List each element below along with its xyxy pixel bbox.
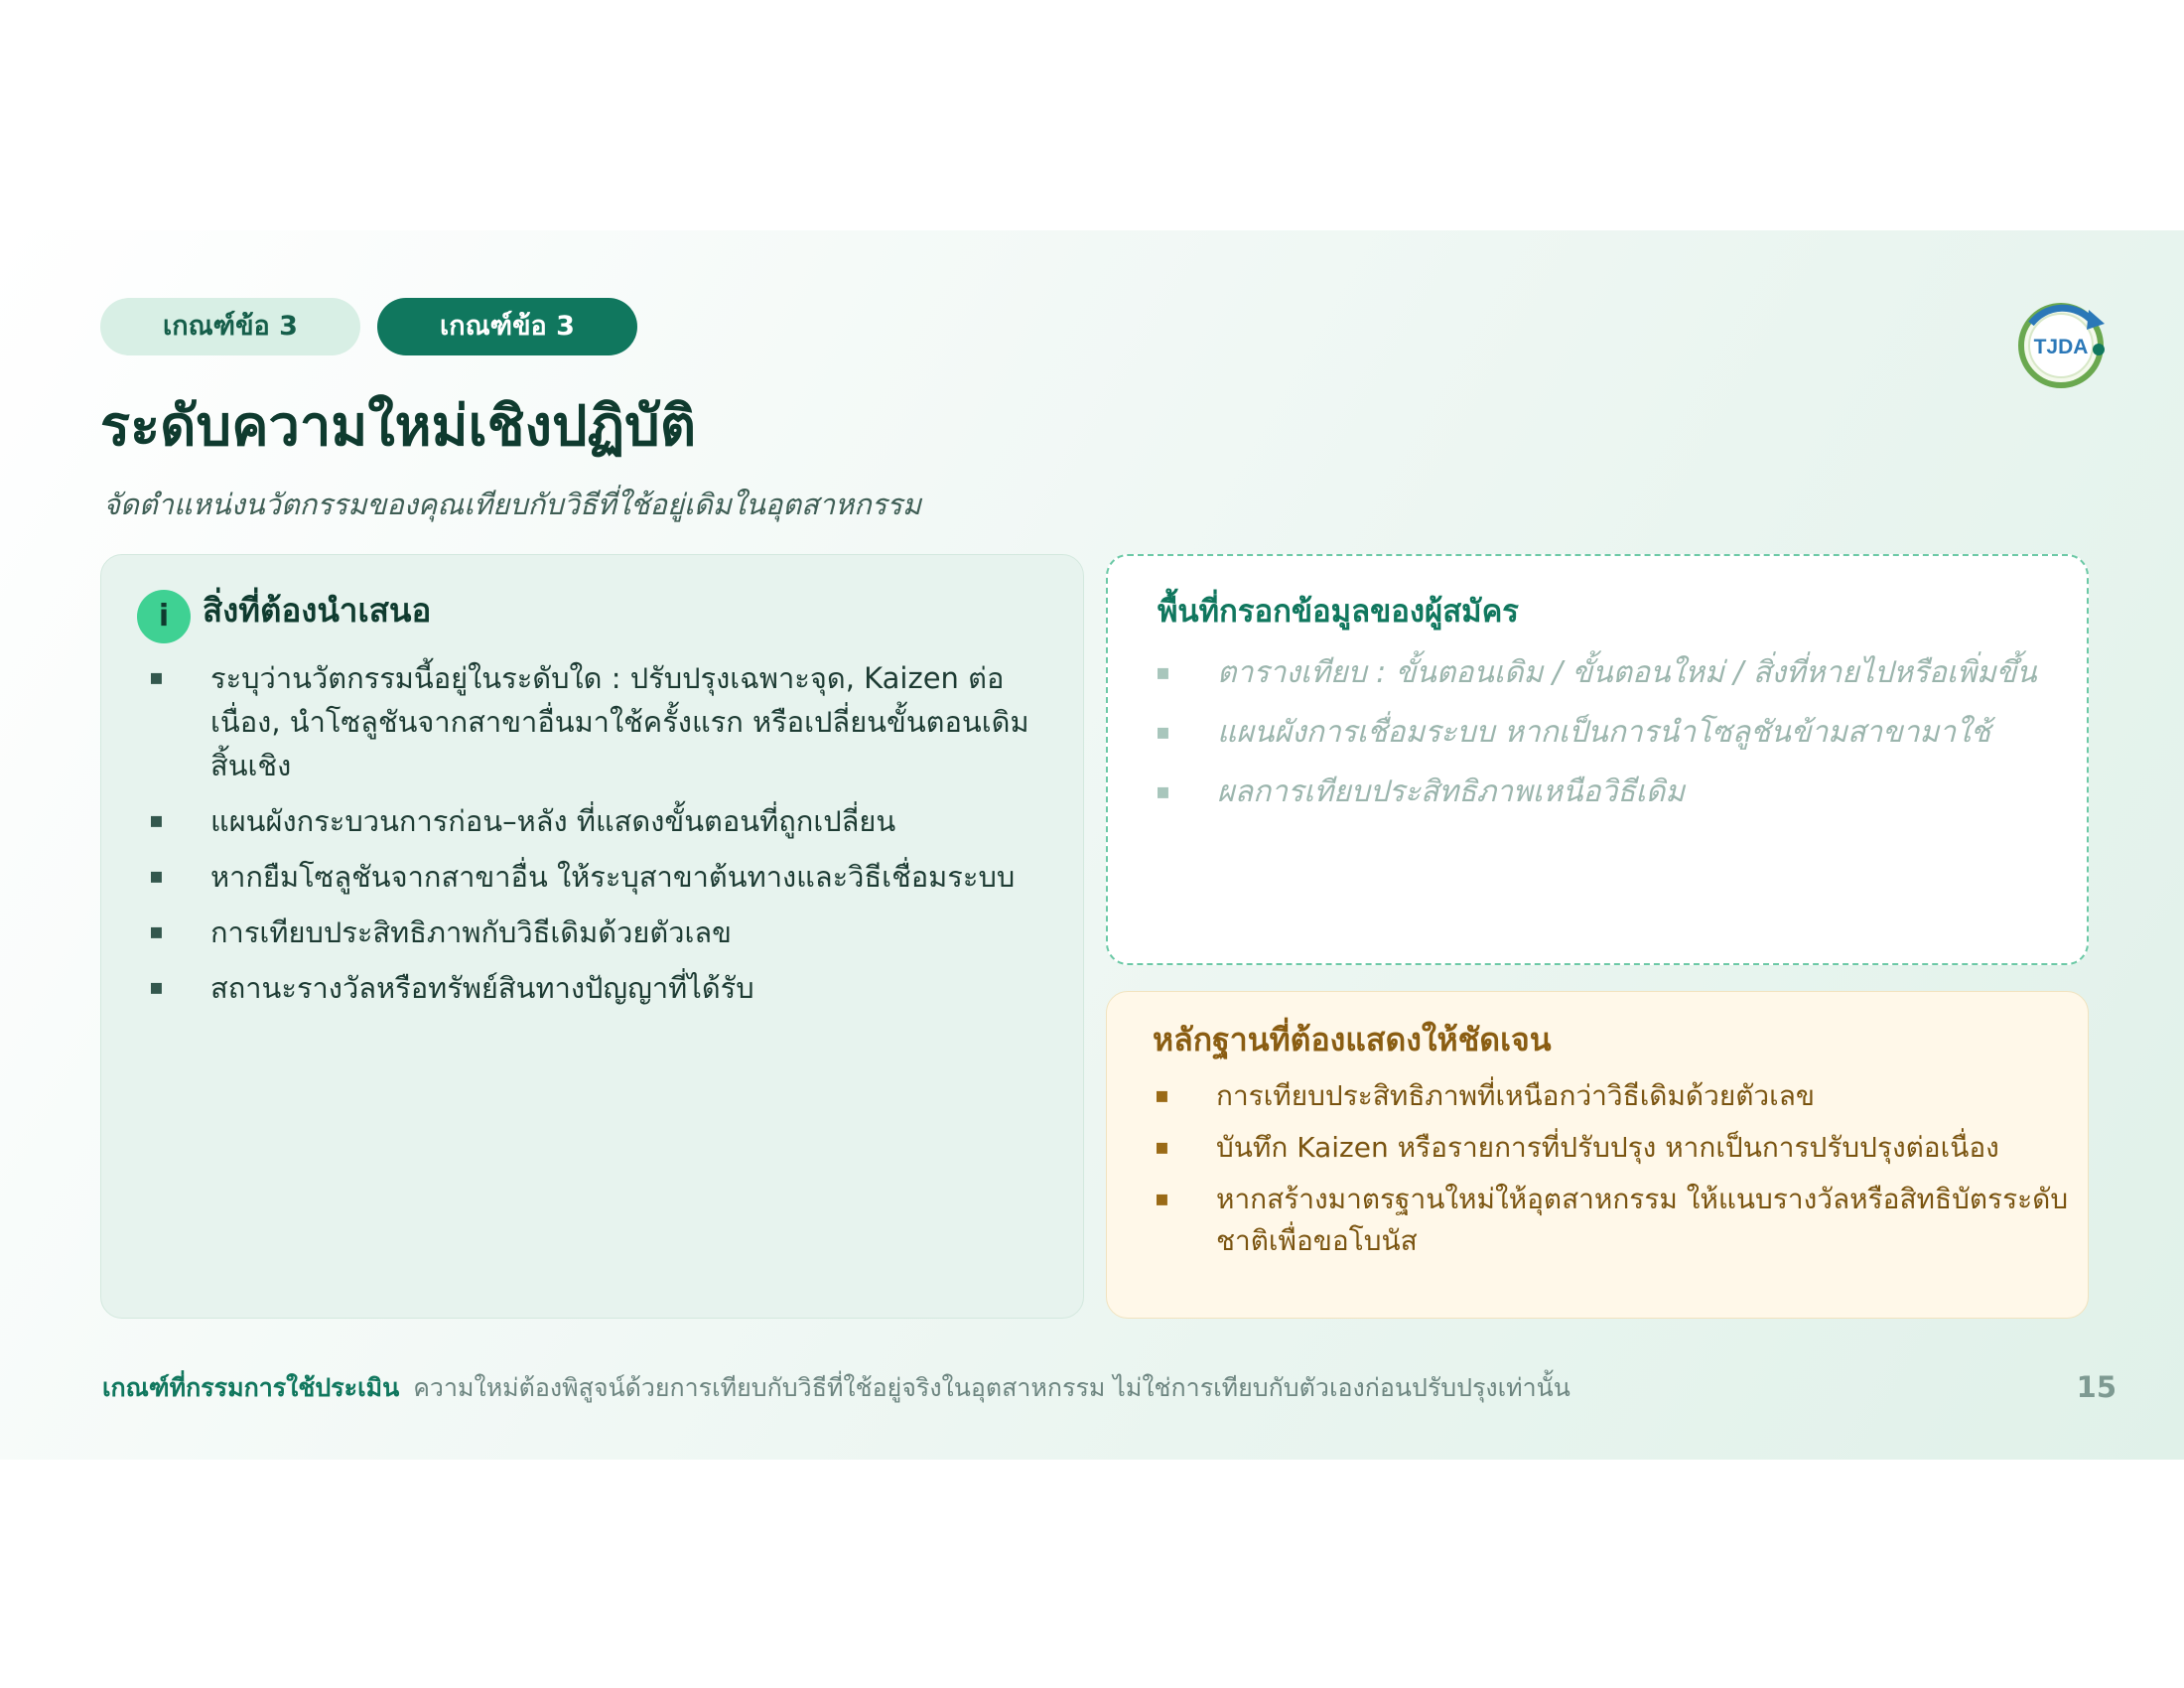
footer-note [102,1370,1988,1406]
list-item: ▪ ผลการเทียบประสิทธิภาพเหนือวิธีเดิม [1108,771,2071,814]
criteria-tag-light: เกณฑ์ข้อ 3 [100,298,360,355]
evidence-list [1107,1075,2070,1272]
evidence-card-heading: หลักฐานที่ต้องแสดงให้ชัดเจน [1153,1021,1552,1058]
list-item: ▪ หากสร้างมาตรฐานใหม่ให้อุตสาหกรรม ให้แนบรางวัลหรือสิทธิบัตรระดับชาติเพื่อขอโบนัส [1107,1179,2070,1262]
list-item: ▪ บันทึก Kaizen หรือรายการที่ปรับปรุง หากเป็นการปรับปรุงต่อเนื่อง [1107,1127,2070,1169]
bullet-square-icon: ▪ [149,665,164,690]
bullet-square-icon: ▪ [149,864,164,889]
criteria-tag-dark: เกณฑ์ข้อ 3 [377,298,637,355]
footer-text: ความใหม่ต้องพิสูจน์ด้วยการเทียบกับวิธีที่ใช้อยู่จริงในอุตสาหกรรม ไม่ใช่การเทียบกับตัวเองก่อนปรับปรุงเท่านั้น [413,1373,1570,1402]
present-list [101,656,1054,1022]
list-item: ▪ การเทียบประสิทธิภาพที่เหนือกว่าวิธีเดิมด้วยตัวเลข [1107,1075,2070,1117]
bullet-square-icon: ▪ [1156,720,1170,745]
bullet-square-icon: ▪ [149,919,164,944]
bullet-square-icon: ▪ [149,975,164,1000]
footer-label: เกณฑ์ที่กรรมการใช้ประเมิน [102,1373,400,1402]
present-card [100,554,1084,1319]
applicant-input-card[interactable] [1106,554,2089,965]
input-placeholder-list [1108,651,2071,830]
list-item: ▪ แผนผังการเชื่อมระบบ หากเป็นการนำโซลูชันข้ามสาขามาใช้ [1108,711,2071,755]
list-item: ▪ ตารางเทียบ : ขั้นตอนเดิม / ขั้นตอนใหม่ / สิ่งที่หายไปหรือเพิ่มขึ้น [1108,651,2071,695]
bullet-square-icon: ▪ [1156,779,1170,804]
svg-text:TJDA: TJDA [2033,336,2089,358]
bullet-square-icon: ▪ [1155,1187,1169,1211]
input-card-heading: พื้นที่กรอกข้อมูลของผู้สมัคร [1158,594,1519,630]
list-item: ▪ การเทียบประสิทธิภาพกับวิธีเดิมด้วยตัวเลข [101,911,1054,954]
present-card-heading: สิ่งที่ต้องนำเสนอ [203,591,432,630]
info-icon: i [137,590,191,643]
list-item: ▪ หากยืมโซลูชันจากสาขาอื่น ให้ระบุสาขาต้นทางและวิธีเชื่อมระบบ [101,855,1054,899]
bullet-square-icon: ▪ [1155,1135,1169,1160]
page-title: ระดับความใหม่เชิงปฏิบัติ [100,394,697,459]
bullet-square-icon: ▪ [149,808,164,833]
tjda-logo-icon [2011,294,2111,393]
slide [0,230,2184,1460]
bullet-square-icon: ▪ [1156,660,1170,685]
list-item: ▪ สถานะรางวัลหรือทรัพย์สินทางปัญญาที่ได้รับ [101,966,1054,1010]
page-number: 15 [2076,1370,2116,1404]
list-item: ▪ แผนผังกระบวนการก่อน–หลัง ที่แสดงขั้นตอนที่ถูกเปลี่ยน [101,799,1054,843]
bullet-square-icon: ▪ [1155,1083,1169,1108]
list-item: ▪ ระบุว่านวัตกรรมนี้อยู่ในระดับใด : ปรับปรุงเฉพาะจุด, Kaizen ต่อเนื่อง, นำโซลูชันจากสาขาอื่นมาใช้ครั้งแรก หรือเปลี่ยนขั้นตอนเดิมสิ้นเชิง [101,656,1054,787]
evidence-card [1106,991,2089,1319]
page-subtitle: จัดตำแหน่งนวัตกรรมของคุณเทียบกับวิธีที่ใช้อยู่เดิมในอุตสาหกรรม [103,488,921,521]
